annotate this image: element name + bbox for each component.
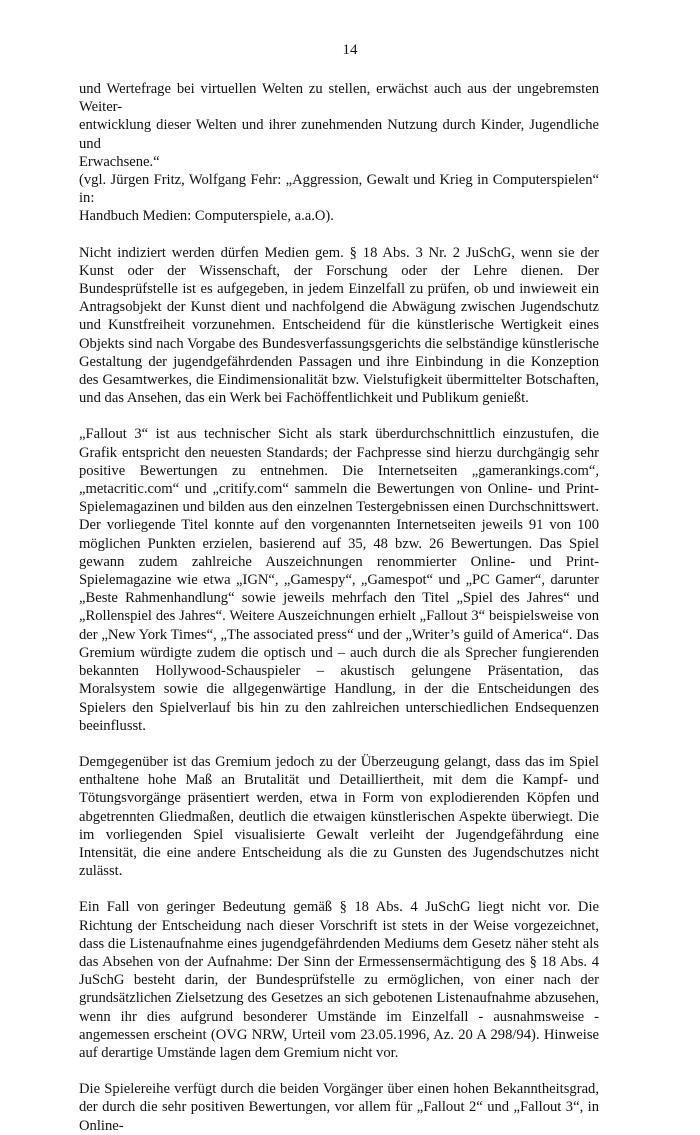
- quote-continuation-paragraph: [79, 80, 599, 171]
- minor-significance-paragraph: Ein Fall von geringer Bedeutung gemäß § 18 Abs. 4 JuSchG liegt nicht vor. Die Richtung der Entscheidung nach dieser Vorschrift ist stets in der Weise vorgezeichnet, dass die Listenaufnahme eines jugendgefährdenden Mediums dem Gesetz näher steht als das Absehen von der Aufnahme: Der Sinn der Ermessensermächtigung des § 18 Abs. 4 JuSchG besteht darin, der Bundesprüfstelle zu ermöglichen, von einer nach der grundsätzlichen Zielsetzung des Gesetzes an sich gebotenen Listenaufnahme abzusehen, wenn ihr dies aufgrund besonderer Umstände im Einzelfall - ausnahmsweise - angemessen erscheint (OVG NRW, Urteil vom 23.05.1996, Az. 20 A 298/94). Hinweise auf derartige Umstände lagen dem Gremium nicht vor.: [79, 899, 599, 1061]
- text-line: (vgl. Jürgen Fritz, Wolfgang Fehr: „Aggression, Gewalt und Krieg in Computerspielen“ in:: [79, 172, 599, 207]
- text-line: und Wertefrage bei virtuellen Welten zu stellen, erwächst auch aus der ungebremsten Weiter-: [79, 81, 599, 116]
- document-body: [79, 80, 599, 1135]
- technical-assessment-paragraph: „Fallout 3“ ist aus technischer Sicht als stark überdurchschnittlich einzustufen, die Grafik entspricht den neuesten Standards; der Fachpresse sind hierzu durchgängig sehr positive Bewertungen zu entnehmen. Die Internetseiten „gamerankings.com“, „metacritic.com“ und „critify.com“ sammeln die Bewertungen von Online- und Print-Spielemagazinen und bilden aus den einzelnen Testergebnissen einen Durchschnittswert. Der vorliegende Titel konnte auf den vorgenannten Internetseiten jeweils 91 von 100 möglichen Punkten erzielen, basierend auf 35, 48 bzw. 26 Bewertungen. Das Spiel gewann zudem zahlreiche Auszeichnungen renommierter Online- und Print-Spielemagazine wie etwa „IGN“, „Gamespy“, „Gamespot“ und „PC Gamer“, darunter „Beste Rahmenhandlung“ sowie jeweils mehrfach den Titel „Spiel des Jahres“ und „Rollenspiel des Jahres“. Weitere Auszeichnungen erhielt „Fallout 3“ beispielsweise von der „New York Times“, „The associated press“ und der „Writer’s guild of America“. Das Gremium würdigte zudem die optisch und – auch durch die als Sprecher fungierenden bekannten Hollywood-Schauspieler – akustisch gelungene Präsentation, das Moralsystem sowie die allgegenwärtige Handlung, in der die Entscheidungen des Spielers den Spielverlauf bis hin zu den zahlreichen unterschiedlichen Endsequenzen beeinflusst.: [79, 426, 599, 734]
- violence-assessment-paragraph: Demgegenüber ist das Gremium jedoch zu der Überzeugung gelangt, dass das im Spiel enthaltene hohe Maß an Brutalität und Detailliertheit, mit dem die Kampf- und Tötungsvorgänge präsentiert werden, etwa in Form von explodierenden Köpfen und abgetrennten Gliedmaßen, deutlich die etwaigen künstlerischen Aspekte überwiegt. Die im vorliegenden Spiel visualisierte Gewalt verleiht der Jugendgefährdung eine Intensität, die eine andere Entscheidung als die zu Gunsten des Jugendschutzes nicht zulässt.: [79, 753, 599, 880]
- text-line: Erwachsene.“: [79, 153, 160, 170]
- page-number: 14: [342, 42, 358, 58]
- text-line: Handbuch Medien: Computerspiele, a.a.O).: [79, 208, 334, 225]
- art-exemption-paragraph: Nicht indiziert werden dürfen Medien gem. § 18 Abs. 3 Nr. 2 JuSchG, wenn sie der Kunst oder der Wissenschaft, der Forschung oder der Lehre dienen. Der Bundesprüfstelle ist es aufgegeben, in jedem Einzelfall zu prüfen, ob und inwieweit ein Antragsobjekt der Kunst dient und nachfolgend die Abwägung zwischen Jugendschutz und Kunstfreiheit vorzunehmen. Entscheidend für die künstlerische Wertigkeit eines Objekts sind nach Vorgabe des Bundesverfassungsgerichts die selbständige künstlerische Gestaltung der jugendgefährdenden Passagen und ihre Einbindung in die Konzeption des Gesamtwerkes, die Eindimensionalität bzw. Vielstufigkeit übermittelter Botschaften, und das Ansehen, das ein Werk bei Fachöffentlichkeit und Publikum genießt.: [79, 244, 599, 407]
- text-line: entwicklung dieser Welten und ihrer zunehmenden Nutzung durch Kinder, Jugendliche und: [79, 117, 599, 152]
- citation-paragraph: [79, 171, 599, 226]
- series-popularity-paragraph: Die Spielereihe verfügt durch die beiden Vorgänger über einen hohen Bekanntheitsgrad, der durch die sehr positiven Bewertungen, vor allem für „Fallout 2“ und „Fallout 3“, in Online-: [79, 1081, 599, 1134]
